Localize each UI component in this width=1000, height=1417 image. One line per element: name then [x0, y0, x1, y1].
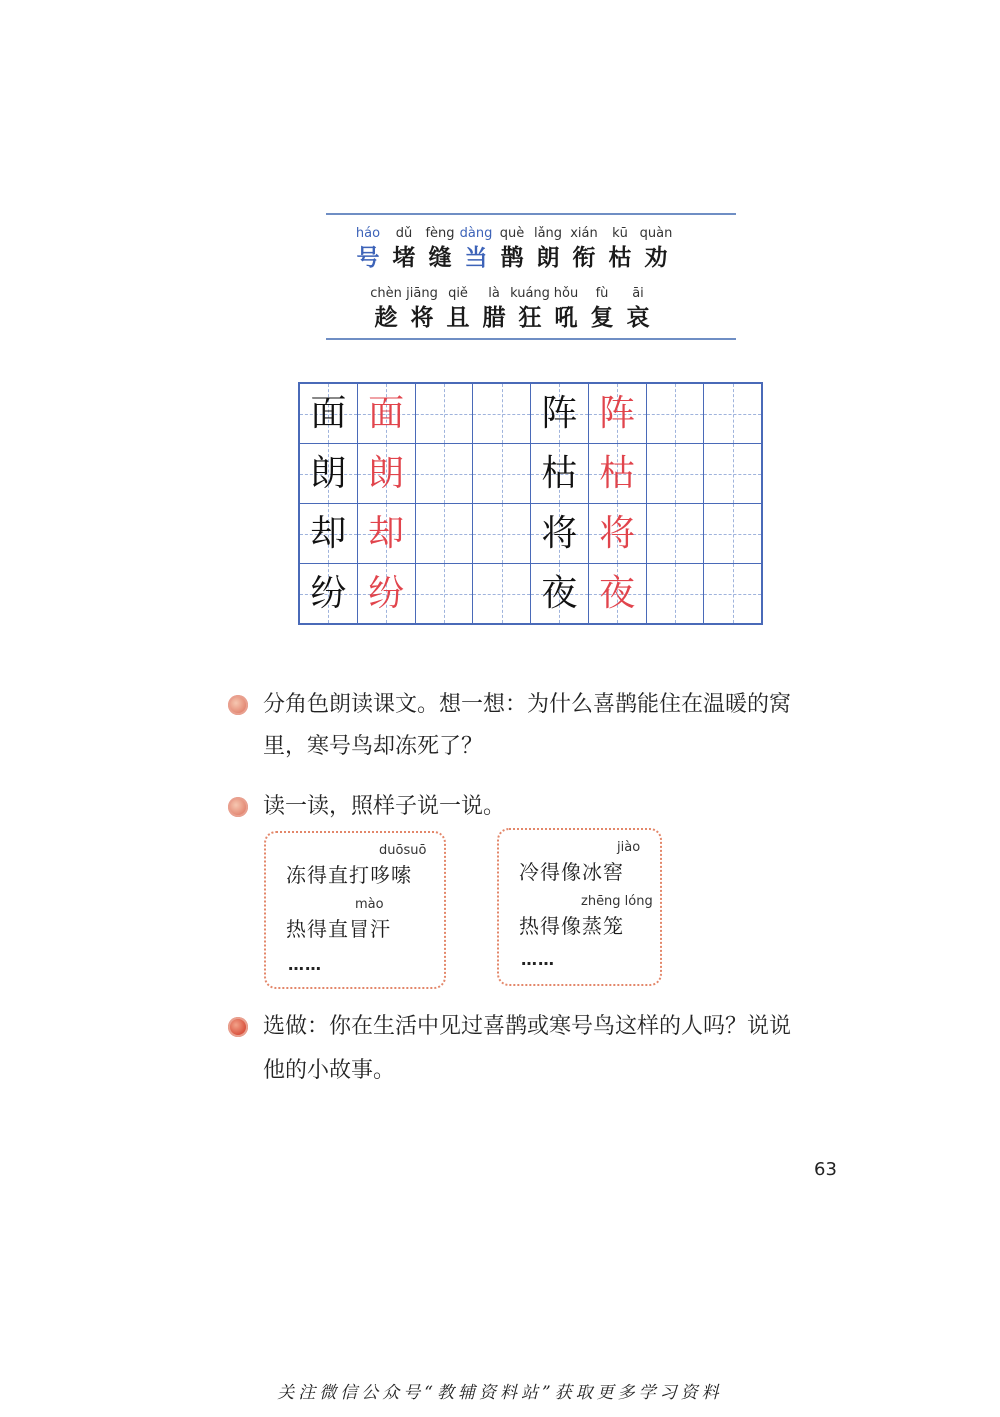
model-character: 枯: [541, 452, 578, 494]
model-character: 却: [310, 512, 347, 554]
vocabulary-box: [326, 213, 736, 339]
model-character: 纷: [310, 572, 347, 614]
character: 吼: [554, 304, 578, 331]
exercise-3: [228, 1007, 848, 1097]
top-rule: [326, 213, 736, 215]
grid-cell: [415, 444, 473, 503]
pinyin: què: [499, 226, 525, 241]
grid-cell: [472, 384, 530, 443]
grid-cell: [703, 444, 761, 503]
character: 劝: [644, 244, 668, 271]
grid-row: [300, 503, 761, 563]
grid-cell: [588, 504, 646, 563]
writing-grid: [298, 382, 763, 625]
character: 将: [410, 304, 434, 331]
grid-cell: [357, 444, 415, 503]
grid-cell: [530, 564, 588, 623]
grid-cell: [357, 564, 415, 623]
character: 枯: [608, 244, 632, 271]
grid-cell: [646, 564, 704, 623]
pinyin: kuáng: [510, 286, 550, 301]
model-character: 夜: [541, 572, 578, 614]
example-text: 热得直冒汗: [286, 917, 391, 941]
grid-cell: [530, 384, 588, 443]
example-text: 冻得直打哆嗦: [286, 863, 412, 887]
character: 哀: [626, 304, 650, 331]
pinyin: quàn: [639, 226, 673, 241]
grid-cell: [357, 384, 415, 443]
trace-character: 将: [599, 512, 636, 554]
grid-cell: [415, 504, 473, 563]
example-box-1: [264, 831, 446, 989]
model-character: 阵: [541, 392, 578, 434]
model-character: 面: [310, 392, 347, 434]
character: 朗: [536, 244, 560, 271]
character: 腊: [482, 304, 506, 331]
exercise-3-line-1: 选做：你在生活中见过喜鹊或寒号鸟这样的人吗？说说: [263, 1014, 792, 1039]
exercise-bullet-icon: [228, 797, 248, 817]
pinyin: chèn: [370, 286, 402, 301]
character: 号: [356, 244, 380, 271]
vocab-item: [638, 225, 674, 273]
character: 缝: [428, 244, 452, 271]
example-pinyin: zhēng lóng: [581, 894, 653, 909]
example-text: 热得像蒸笼: [519, 914, 624, 938]
vocab-row-1: [350, 225, 674, 273]
grid-cell: [588, 564, 646, 623]
grid-cell: [646, 444, 704, 503]
grid-cell: [588, 384, 646, 443]
character: 且: [446, 304, 470, 331]
trace-character: 却: [368, 512, 405, 554]
exercise-1-line-1: 分角色朗读课文。想一想：为什么喜鹊能住在温暖的窝: [263, 692, 792, 717]
trace-character: 阵: [599, 392, 636, 434]
grid-cell: [646, 504, 704, 563]
pinyin: lǎng: [533, 226, 563, 241]
model-character: 朗: [310, 452, 347, 494]
pinyin: dàng: [459, 226, 493, 241]
grid-cell: [703, 504, 761, 563]
pinyin: hǒu: [553, 286, 579, 301]
pinyin: jiāng: [406, 286, 438, 301]
trace-character: 面: [368, 392, 405, 434]
trace-character: 纷: [368, 572, 405, 614]
pinyin: dǔ: [395, 226, 413, 241]
grid-cell: [646, 384, 704, 443]
character: 狂: [518, 304, 542, 331]
example-text: 冷得像冰窖: [519, 860, 624, 884]
exercise-1-line-2: 里，寒号鸟却冻死了？: [263, 734, 484, 759]
character: 衔: [572, 244, 596, 271]
example-pinyin: duōsuō: [379, 843, 427, 858]
grid-cell: [472, 444, 530, 503]
page-number: 63: [814, 1159, 837, 1180]
trace-character: 朗: [368, 452, 405, 494]
example-box-2: [497, 828, 662, 986]
grid-cell: [300, 444, 357, 503]
character: 复: [590, 304, 614, 331]
exercise-3-line-2: 他的小故事。: [263, 1058, 396, 1083]
ellipsis: ……: [521, 950, 555, 969]
trace-character: 夜: [599, 572, 636, 614]
vocab-row-2: [368, 285, 656, 333]
grid-cell: [415, 384, 473, 443]
example-pinyin: jiào: [617, 840, 641, 855]
grid-cell: [703, 564, 761, 623]
character: 鹊: [500, 244, 524, 271]
grid-cell: [300, 504, 357, 563]
grid-row: [300, 563, 761, 623]
pinyin: là: [488, 286, 500, 301]
vocab-item: [620, 285, 656, 333]
grid-cell: [357, 504, 415, 563]
pinyin: háo: [355, 226, 381, 241]
exercise-bullet-icon: [228, 1017, 248, 1037]
grid-cell: [530, 504, 588, 563]
exercise-2-line-1: 读一读，照样子说一说。: [263, 794, 506, 819]
exercise-1: [228, 685, 848, 775]
grid-row: [300, 443, 761, 503]
grid-cell: [300, 564, 357, 623]
pinyin: xián: [570, 226, 598, 241]
grid-cell: [472, 564, 530, 623]
model-character: 将: [541, 512, 578, 554]
grid-cell: [472, 504, 530, 563]
pinyin: fèng: [425, 226, 455, 241]
grid-cell: [415, 564, 473, 623]
grid-cell: [588, 444, 646, 503]
grid-cell: [530, 444, 588, 503]
pinyin: fù: [595, 286, 609, 301]
character: 堵: [392, 244, 416, 271]
footer-note: 关注微信公众号“教辅资料站”获取更多学习资料: [277, 1383, 723, 1403]
ellipsis: ……: [288, 955, 322, 974]
exercise-2: [228, 787, 848, 827]
pinyin: kū: [612, 226, 628, 241]
pinyin: qiě: [448, 286, 468, 301]
grid-cell: [703, 384, 761, 443]
pinyin: āi: [632, 286, 644, 301]
trace-character: 枯: [599, 452, 636, 494]
grid-cell: [300, 384, 357, 443]
grid-row: [300, 384, 761, 443]
example-pinyin: mào: [355, 897, 384, 912]
exercise-bullet-icon: [228, 695, 248, 715]
character: 当: [464, 244, 488, 271]
bottom-rule: [326, 338, 736, 340]
character: 趁: [374, 304, 398, 331]
